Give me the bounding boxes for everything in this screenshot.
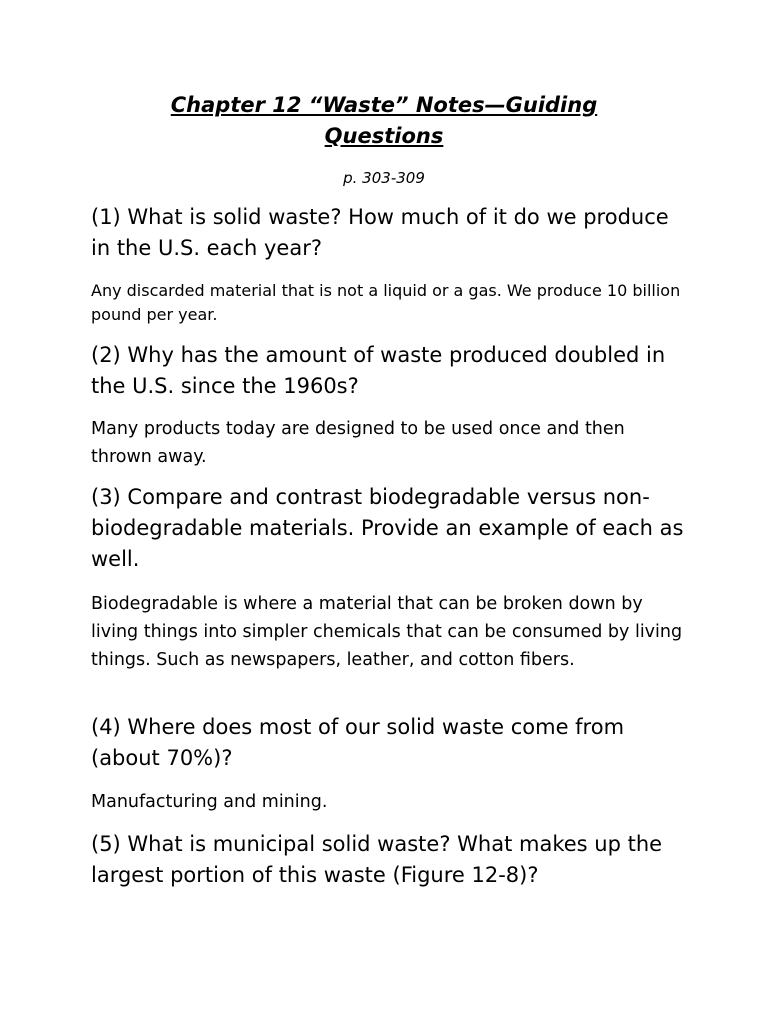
question-1: (1) What is solid waste? How much of it do we produce in the U.S. each year?: [91, 205, 669, 260]
answer-3: Biodegradable is where a material that can be broken down by living things into simpler chemicals that can be consumed by living things. Such as newspapers, leather, and cotton fibers.: [91, 594, 683, 670]
title-line-2: Questions: [324, 124, 444, 148]
answer-2: Many products today are designed to be used once and then thrown away.: [91, 419, 625, 467]
question-4: (4) Where does most of our solid waste come from (about 70%)?: [91, 715, 625, 770]
question-2: (2) Why has the amount of waste produced doubled in the U.S. since the 1960s?: [91, 343, 666, 398]
question-3: (3) Compare and contrast biodegradable versus non-biodegradable materials. Provide an example of each as well.: [91, 485, 684, 571]
answer-1: Any discarded material that is not a liquid or a gas. We produce 10 billion pound per year.: [91, 281, 681, 324]
answer-4: Manufacturing and mining.: [91, 792, 328, 812]
title-line-1: Chapter 12 “Waste” Notes—Guiding: [170, 93, 598, 117]
document-title: [0, 90, 768, 152]
question-5: (5) What is municipal solid waste? What makes up the largest portion of this waste (Figure 12-8)?: [91, 832, 663, 887]
page-range: p. 303-309: [343, 169, 425, 187]
